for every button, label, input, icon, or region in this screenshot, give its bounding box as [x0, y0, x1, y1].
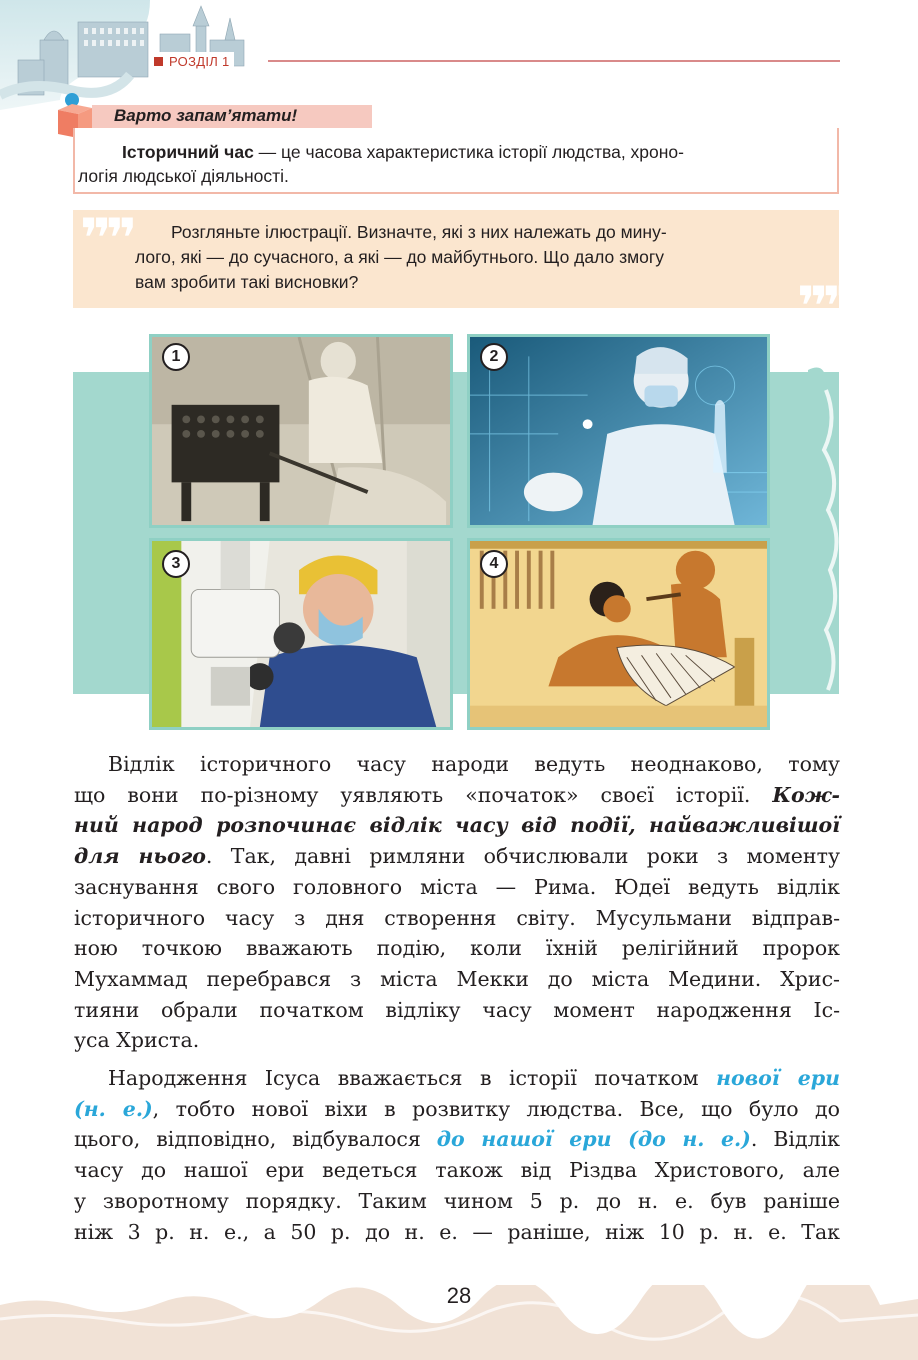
task-line-3: вам зробити такі висновки?	[135, 272, 359, 292]
paragraph-1-text: що вони по-різному уявляють «початок» своєї історії.	[74, 782, 773, 807]
task-line-1: Розгляньте ілюстрації. Визначте, які з них належать до мину-	[171, 222, 667, 242]
remember-title: Варто запам’ятати!	[114, 106, 298, 125]
paragraph-1	[74, 749, 840, 1056]
paragraph-1-emphasis-line: ний народ розпочинає відлік часу від події, найважливішої	[74, 813, 840, 838]
illustration-2-number: 2	[480, 343, 508, 371]
paragraph-2-line	[74, 1124, 840, 1155]
section-label-text: РОЗДІЛ 1	[169, 53, 230, 69]
header-rule	[268, 60, 840, 62]
term-new-era: нової ери	[716, 1066, 840, 1090]
paragraph-2-text: , тобто нової віхи в розвитку людства. Все, що було до	[152, 1096, 840, 1121]
illustration-4-number: 4	[480, 550, 508, 578]
paragraph-2-text: Народження Ісуса вважається в історії початком	[108, 1066, 717, 1090]
quote-close-icon: ❞❞	[797, 275, 849, 338]
task-text	[135, 220, 829, 295]
paragraph-1-emphasis: Кож-	[772, 782, 840, 807]
illustration-1-number: 1	[162, 343, 190, 371]
paragraph-2-line: у зворотному порядку. Таким чином 5 р. до н. е. був раніше	[74, 1188, 840, 1213]
section-marker-icon	[154, 57, 163, 66]
paragraph-1-line: Мухаммад перебрався з міста Мекки до міста Медини. Хрис-	[74, 966, 840, 991]
paragraph-1-line	[74, 780, 840, 811]
remember-definition-line1: — це часова характеристика історії людства, хроно-	[253, 142, 684, 162]
paragraph-1-emphasis: для нього	[74, 844, 206, 869]
paragraph-2	[74, 1063, 840, 1247]
term-before-era: до нашої ери (до н. е.)	[436, 1127, 751, 1152]
task-line-2: лого, які — до сучасного, а які — до майбутнього. Що дало змогу	[135, 247, 665, 267]
remember-definition	[78, 140, 830, 188]
paragraph-2-line	[74, 1063, 840, 1094]
illustration-1-photo	[149, 334, 453, 528]
paragraph-2-line	[74, 1094, 840, 1125]
section-label	[150, 52, 234, 70]
paragraph-2-line: ніж 3 р. н. е., а 50 р. до н. е. — раніше, ніж 10 р. н. е. Так	[74, 1219, 840, 1244]
page-number: 28	[446, 1283, 472, 1308]
paragraph-1-line: ною точкою вважають подію, коли їхній релігійний пророк	[74, 936, 840, 961]
illustration-3-photo	[149, 538, 453, 730]
paragraph-1-line: уса Христа.	[74, 1028, 200, 1053]
paragraph-2-text: цього, відповідно, відбувалося	[74, 1127, 437, 1152]
illustration-4-photo	[467, 538, 770, 730]
paragraph-1-line: історичного часу з дня створення світу. Мусульмани відправ-	[74, 905, 840, 930]
paragraph-1-line: заснування свого головного міста — Рима. Юдеї ведуть відлік	[74, 874, 840, 899]
illustrations-torn-edge	[808, 360, 848, 700]
paragraph-1-text: . Так, давні римляни обчислювали роки з моменту	[205, 844, 840, 869]
paragraph-1-line: тияни обрали початком відліку часу момент народження Іс-	[74, 997, 840, 1022]
remember-term: Історичний час	[122, 142, 254, 162]
remember-definition-line2: логія людської діяльності.	[78, 166, 289, 186]
term-new-era-abbr: (н. е.)	[74, 1096, 153, 1121]
paragraph-2-text: . Відлік	[750, 1127, 840, 1152]
illustration-3-number: 3	[162, 550, 190, 578]
quote-open-icon: ❞❞	[80, 207, 132, 270]
illustration-2-photo	[467, 334, 770, 528]
paragraph-2-line: часу до нашої ери ведеться також від Різдва Христового, але	[74, 1158, 840, 1183]
paragraph-1-line: Відлік історичного часу народи ведуть неоднаково, тому	[108, 752, 840, 776]
paragraph-1-line	[74, 841, 840, 872]
